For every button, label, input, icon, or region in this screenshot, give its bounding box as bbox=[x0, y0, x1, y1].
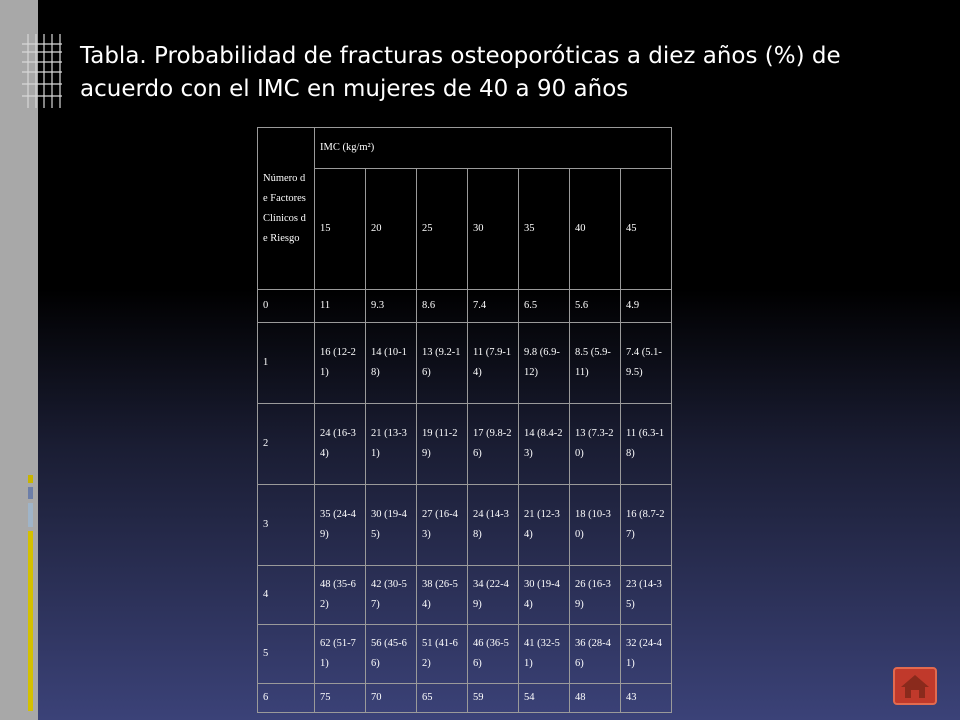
table-cell: 24 (16-34) bbox=[315, 404, 366, 485]
table-corner-header: Número de Factores Clínicos de Riesgo bbox=[258, 128, 315, 290]
table-cell: 13 (7.3-20) bbox=[570, 404, 621, 485]
table-cell: 41 (32-51) bbox=[519, 625, 570, 684]
table-cell: 18 (10-30) bbox=[570, 485, 621, 566]
row-label: 1 bbox=[258, 323, 315, 404]
table-cell: 16 (8.7-27) bbox=[621, 485, 672, 566]
table-cell: 62 (51-71) bbox=[315, 625, 366, 684]
table-row bbox=[258, 485, 672, 566]
table-cell: 36 (28-46) bbox=[570, 625, 621, 684]
home-button[interactable] bbox=[893, 667, 937, 705]
table-cell: 35 (24-49) bbox=[315, 485, 366, 566]
table-row bbox=[258, 566, 672, 625]
column-header: 25 bbox=[417, 169, 468, 290]
column-header: 40 bbox=[570, 169, 621, 290]
table-cell: 11 bbox=[315, 290, 366, 323]
table-cell: 14 (8.4-23) bbox=[519, 404, 570, 485]
row-label: 5 bbox=[258, 625, 315, 684]
table-cell: 8.5 (5.9-11) bbox=[570, 323, 621, 404]
table-cell: 75 bbox=[315, 684, 366, 713]
table-row bbox=[258, 290, 672, 323]
table-cell: 16 (12-21) bbox=[315, 323, 366, 404]
table-cell: 8.6 bbox=[417, 290, 468, 323]
column-header: 30 bbox=[468, 169, 519, 290]
table-cell: 26 (16-39) bbox=[570, 566, 621, 625]
table-cell: 5.6 bbox=[570, 290, 621, 323]
table-cell: 42 (30-57) bbox=[366, 566, 417, 625]
table-cell: 23 (14-35) bbox=[621, 566, 672, 625]
table-row bbox=[258, 404, 672, 485]
row-label: 3 bbox=[258, 485, 315, 566]
table-cell: 14 (10-18) bbox=[366, 323, 417, 404]
table-cell: 7.4 (5.1-9.5) bbox=[621, 323, 672, 404]
table-cell: 38 (26-54) bbox=[417, 566, 468, 625]
table-cell: 4.9 bbox=[621, 290, 672, 323]
table-cell: 30 (19-45) bbox=[366, 485, 417, 566]
row-label: 0 bbox=[258, 290, 315, 323]
title-grid-decoration bbox=[20, 30, 62, 110]
table-cell: 43 bbox=[621, 684, 672, 713]
table-cell: 9.8 (6.9-12) bbox=[519, 323, 570, 404]
table-group-header: IMC (kg/m²) bbox=[315, 128, 672, 169]
slide-title: Tabla. Probabilidad de fracturas osteoporóticas a diez años (%) de acuerdo con el IMC en mujeres de 40 a 90 años bbox=[80, 43, 841, 102]
table-cell: 21 (12-34) bbox=[519, 485, 570, 566]
table-cell: 24 (14-38) bbox=[468, 485, 519, 566]
table-cell: 59 bbox=[468, 684, 519, 713]
home-icon bbox=[895, 669, 935, 703]
table-cell: 48 bbox=[570, 684, 621, 713]
table-row bbox=[258, 625, 672, 684]
fracture-probability-table bbox=[257, 127, 672, 713]
table-cell: 7.4 bbox=[468, 290, 519, 323]
column-header: 35 bbox=[519, 169, 570, 290]
table-header-row bbox=[258, 169, 672, 290]
table-cell: 19 (11-29) bbox=[417, 404, 468, 485]
table-cell: 46 (36-56) bbox=[468, 625, 519, 684]
table-cell: 54 bbox=[519, 684, 570, 713]
table-cell: 34 (22-49) bbox=[468, 566, 519, 625]
table-cell: 32 (24-41) bbox=[621, 625, 672, 684]
table-cell: 13 (9.2-16) bbox=[417, 323, 468, 404]
column-header: 15 bbox=[315, 169, 366, 290]
table-cell: 21 (13-31) bbox=[366, 404, 417, 485]
table-cell: 51 (41-62) bbox=[417, 625, 468, 684]
table-cell: 6.5 bbox=[519, 290, 570, 323]
table-cell: 11 (7.9-14) bbox=[468, 323, 519, 404]
table-cell: 30 (19-44) bbox=[519, 566, 570, 625]
table-cell: 48 (35-62) bbox=[315, 566, 366, 625]
table-cell: 27 (16-43) bbox=[417, 485, 468, 566]
table-row bbox=[258, 684, 672, 713]
column-header: 45 bbox=[621, 169, 672, 290]
row-label: 4 bbox=[258, 566, 315, 625]
row-label: 6 bbox=[258, 684, 315, 713]
table-cell: 70 bbox=[366, 684, 417, 713]
column-header: 20 bbox=[366, 169, 417, 290]
table-row bbox=[258, 323, 672, 404]
row-label: 2 bbox=[258, 404, 315, 485]
table-cell: 56 (45-66) bbox=[366, 625, 417, 684]
table-cell: 17 (9.8-26) bbox=[468, 404, 519, 485]
table-cell: 65 bbox=[417, 684, 468, 713]
table-cell: 9.3 bbox=[366, 290, 417, 323]
table-cell: 11 (6.3-18) bbox=[621, 404, 672, 485]
